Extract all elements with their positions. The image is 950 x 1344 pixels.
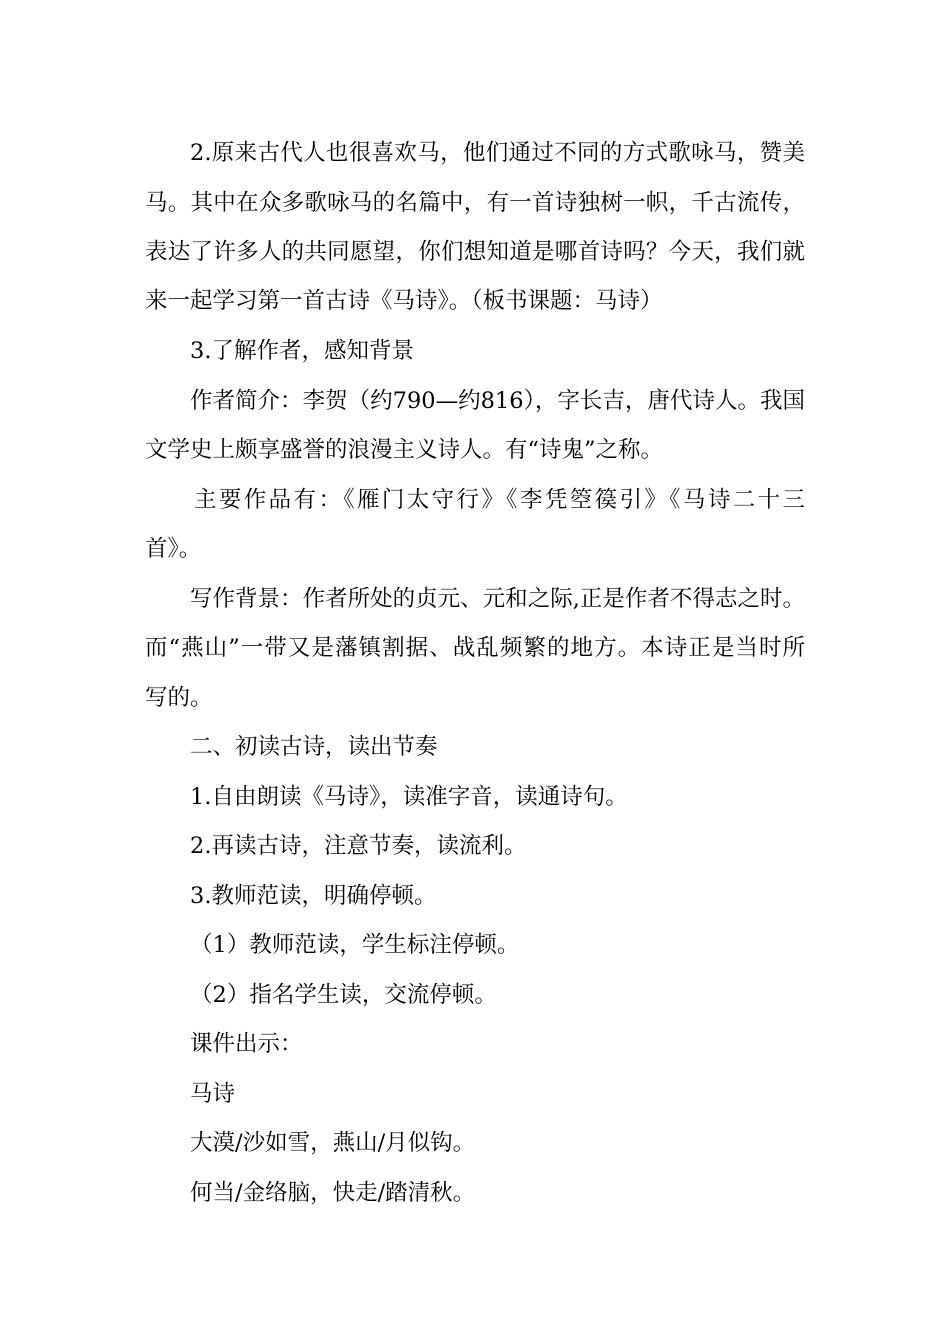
section-heading: 3.了解作者，感知背景 <box>190 338 414 364</box>
author-intro-line: 文学史上颇享盛誉的浪漫主义诗人。有“诗鬼”之称。 <box>145 437 664 463</box>
paragraph-line: 表达了许多人的共同愿望，你们想知道是哪首诗吗？今天，我们就 <box>145 239 805 265</box>
courseware-label: 课件出示： <box>190 1031 303 1057</box>
works-line: 主要作品有：《雁门太守行》《李凭箜篌引》《马诗二十三 <box>194 487 805 513</box>
step-item: 2.再读古诗，注意节奏，读流利。 <box>190 833 527 859</box>
paragraph-line: 2.原来古代人也很喜欢马，他们通过不同的方式歌咏马，赞美 <box>190 140 805 166</box>
sub-step-item: （1）教师范读，学生标注停顿。 <box>190 932 520 958</box>
poem-line: 大漠/沙如雪，燕山/月似钩。 <box>190 1130 476 1156</box>
sub-step-item: （2）指名学生读，交流停顿。 <box>190 982 497 1008</box>
step-item: 1.自由朗读《马诗》，读准字音，读通诗句。 <box>190 784 628 810</box>
works-line: 首》。 <box>145 536 202 562</box>
paragraph-line: 马。其中在众多歌咏马的名篇中，有一首诗独树一帜，千古流传， <box>145 190 805 216</box>
step-item: 3.教师范读，明确停顿。 <box>190 883 437 909</box>
section-heading: 二、初读古诗，读出节奏 <box>190 734 438 760</box>
author-intro-line: 作者简介：李贺（约790—约816），字长吉，唐代诗人。我国 <box>190 388 805 414</box>
poem-title: 马诗 <box>190 1081 236 1107</box>
paragraph-line: 来一起学习第一首古诗《马诗》。（板书课题：马诗） <box>145 288 663 314</box>
background-line: 写的。 <box>145 685 213 711</box>
poem-line: 何当/金络脑，快走/踏清秋。 <box>190 1180 476 1206</box>
background-line: 写作背景：作者所处的贞元、元和之际,正是作者不得志之时。 <box>190 586 805 612</box>
background-line: 而“燕山”一带又是藩镇割据、战乱频繁的地方。本诗正是当时所 <box>145 635 805 661</box>
